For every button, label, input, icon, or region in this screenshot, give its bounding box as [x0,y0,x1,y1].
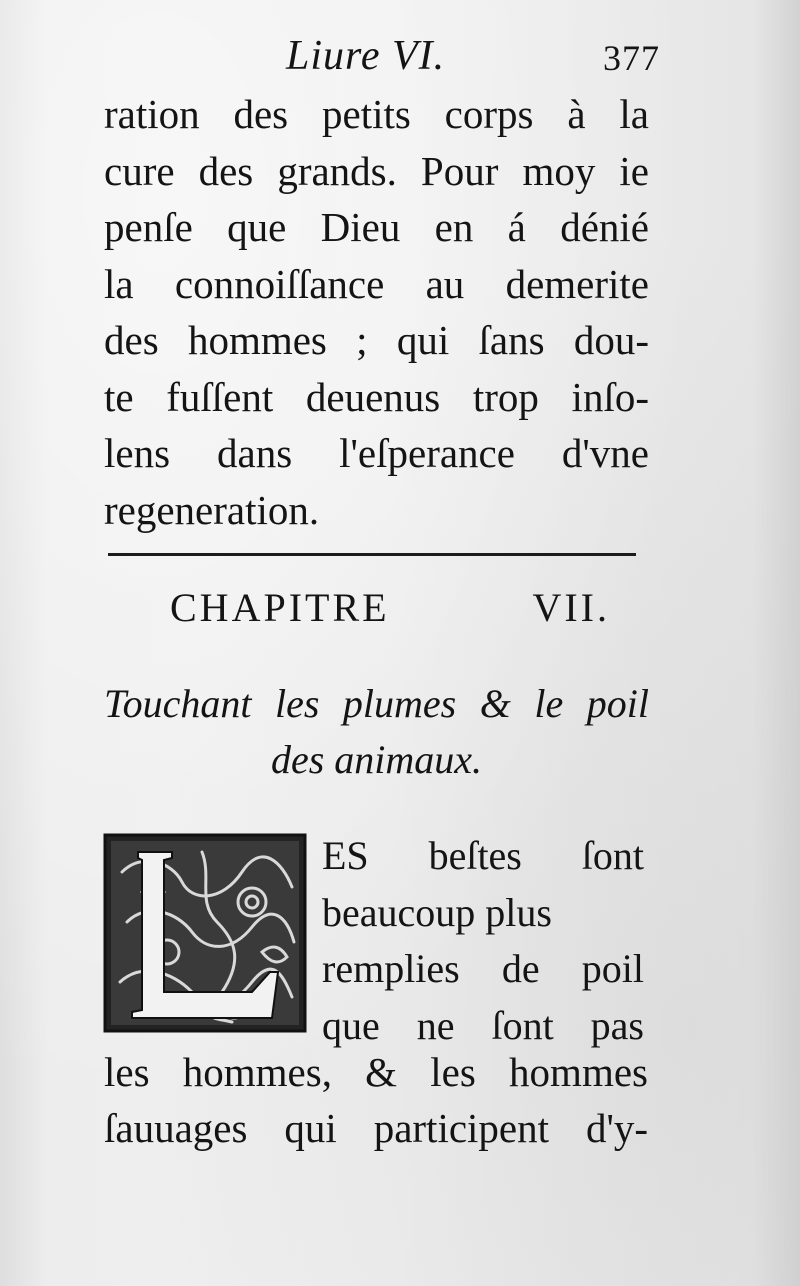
decorated-initial [102,832,308,1034]
text-line: que ne ſont pas [322,1002,644,1048]
section-divider [108,553,636,556]
text-line: beaucoup plus [322,889,552,935]
section-paragraph [104,1044,648,1156]
text-line: ſauuages qui participent d'y- [104,1105,648,1151]
subtitle-line: des animaux. [270,737,483,782]
text-line: ES beſtes ſont [322,833,644,878]
body-paragraph [104,86,649,538]
text-line: penſe que Dieu en á dénié [104,204,649,250]
text-line: la connoiſſance au demerite [104,260,649,307]
running-title: Liure VI. [286,33,446,79]
subtitle-line: Touchant les plumes & le poil [104,681,649,726]
text-line: te fuſſent deuenus trop inſo- [104,373,649,420]
text-line: des hommes ; qui ſans dou- [104,317,649,363]
text-line: lens dans l'eſperance d'vne [104,430,649,476]
ornamental-initial-image [102,832,308,1034]
text-line: les hommes, & les hommes [104,1049,648,1095]
running-head [100,26,660,86]
text-line: cure des grands. Pour moy ie [104,147,649,194]
drop-cap-lines [322,828,644,1054]
page-number: 377 [603,38,660,78]
chapter-title: CHAPITRE VII. [170,585,610,630]
text-line: ration des petits corps à la [104,91,649,137]
text-line: regeneration. [104,486,320,533]
text-line: remplies de poil [322,946,644,991]
chapter-subtitle [104,676,649,788]
